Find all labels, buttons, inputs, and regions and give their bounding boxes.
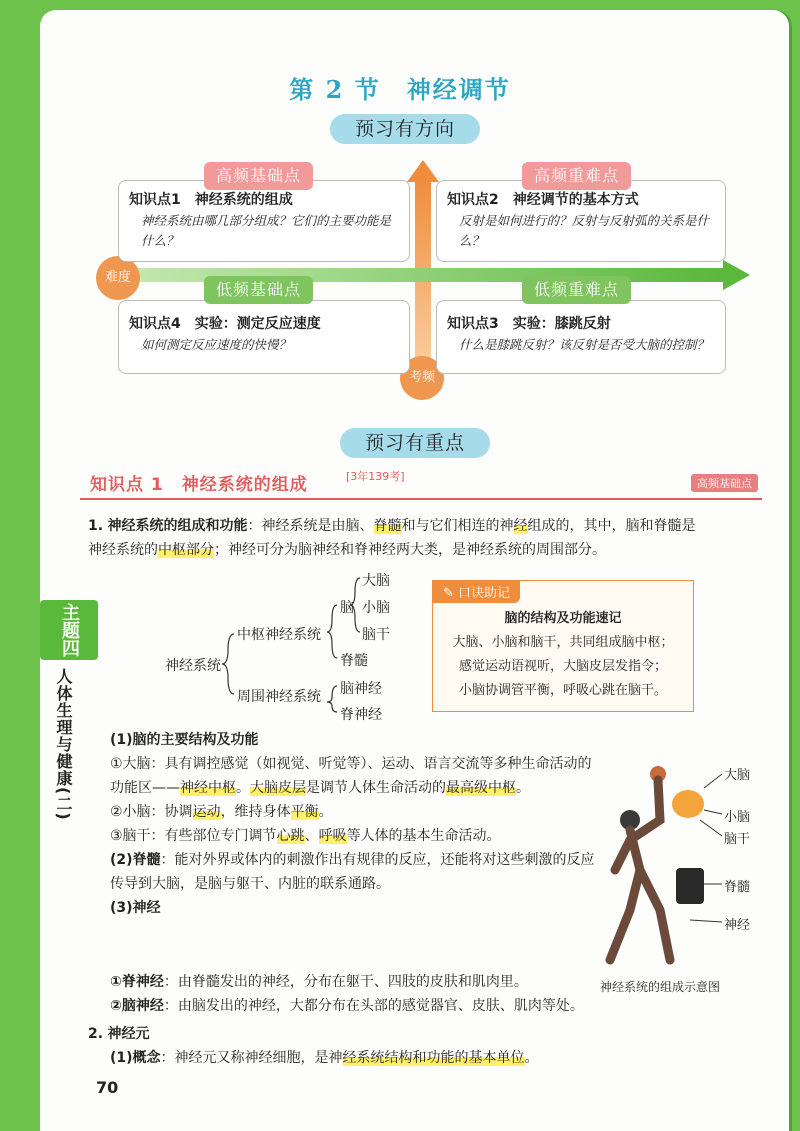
h1: (1)脑的主要结构及功能 (110, 732, 259, 748)
kp-title: 知识点3 实验：膝跳反射 (447, 316, 611, 332)
highlight: 经系统结构和功能的基本单位 (342, 1050, 525, 1066)
tree-cerebellum: 小脑 (362, 600, 390, 616)
kp-desc: 反射是如何进行的？反射与反射弧的关系是什么？ (459, 213, 710, 248)
tree-peripheral: 周围神经系统 (237, 689, 321, 705)
figure-label: 小脑 (724, 810, 751, 825)
para-heading: 神经元 (107, 1026, 150, 1042)
mnemonic-box (432, 580, 694, 712)
highlight: 大脑皮层 (250, 780, 306, 796)
text: ①大脑：具有调控感觉（如视觉、听觉等）、运动、语言交流等多种生命活动的功能区—— (110, 756, 592, 796)
text: ③脑干：有些部位专门调节 (110, 828, 277, 844)
kp-title: 知识点2 神经调节的基本方式 (447, 192, 639, 208)
figure-label: 神经 (724, 918, 751, 933)
h3: (3)神经 (110, 900, 161, 916)
spinal-cord (110, 848, 598, 896)
figure-label: 脑干 (724, 832, 751, 847)
highlight: 中枢部分 (158, 542, 214, 558)
text: ②小脑：协调 (110, 804, 193, 820)
brain-brainstem (110, 824, 598, 848)
tree-root: 神经系统 (165, 658, 221, 674)
para-num: 1. (88, 518, 104, 534)
kp-title: 知识点1 神经系统的组成 (129, 192, 293, 208)
text: 。 (516, 780, 530, 796)
para-heading: 神经系统的组成和功能 (107, 518, 248, 534)
highlight: 心跳 (276, 828, 305, 844)
text: 等人体的基本生命活动。 (346, 828, 501, 844)
spinal-nerve (110, 970, 630, 994)
kp-desc: 什么是膝跳反射？该反射是否受大脑的控制？ (459, 337, 710, 352)
tree-spinal: 脊髓 (340, 653, 368, 669)
kp-desc: 如何测定反应速度的快慢？ (141, 337, 292, 352)
axis-frequency-label: 考频 (400, 356, 444, 400)
neuron-section (88, 1022, 688, 1070)
figure-label: 大脑 (724, 768, 751, 783)
highlight: 神经中枢 (180, 780, 236, 796)
figure-caption: 神经系统的组成示意图 (600, 980, 721, 994)
mnemonic-tag-label: 口诀助记 (458, 586, 511, 601)
text: 。 (524, 1050, 539, 1066)
tree-central: 中枢神经系统 (237, 627, 321, 643)
text: ；神经可分为脑神经和脊神经两大类，是神经系统的周围部分。 (214, 542, 606, 558)
section-label: 知识点 1 神经系统的组成 (90, 475, 308, 495)
text: 和与它们相连的神 (401, 518, 514, 534)
label: (1)概念 (110, 1050, 161, 1066)
section-badge: 高频基础点 (691, 474, 758, 492)
side-text: 人体生理与健康(二) (54, 668, 73, 821)
tree-cerebrum: 大脑 (362, 573, 390, 589)
kp-tag: 低频基础点 (204, 276, 313, 304)
highlight: 经 (513, 518, 528, 534)
cranial-nerve (110, 994, 630, 1018)
mnemonic-line: 感觉运动语视听，大脑皮层发指令； (458, 659, 667, 674)
nerves-section (110, 970, 630, 1018)
body-illustration (600, 760, 770, 970)
text: ：神经系统是由脑、 (247, 518, 374, 534)
mnemonic-tag: ✎ 口诀助记 (433, 580, 520, 603)
figure-label: 脊髓 (724, 880, 751, 895)
highlight: 最高级中枢 (446, 780, 516, 796)
text: ，维持身体 (220, 804, 291, 820)
page-title: 第 2 节 神经调节 (289, 75, 511, 104)
highlight: 平衡 (290, 804, 319, 820)
text: 组成的，其中，脑和脊髓是神经系统的 (88, 518, 696, 558)
key-banner: 预习有重点 (340, 428, 490, 458)
brain-cerebellum (110, 800, 598, 824)
kp-title: 知识点4 实验：测定反应速度 (129, 316, 321, 332)
label: ①脊神经 (110, 974, 164, 990)
highlight: 脊髓 (373, 518, 402, 534)
text: ：由脊髓发出的神经，分布在躯干、四肢的皮肤和肌肉里。 (163, 974, 528, 990)
kp-desc: 神经系统由哪几部分组成？它们的主要功能是什么？ (141, 213, 392, 248)
text: 、 (304, 828, 319, 844)
kp-tag: 高频重难点 (522, 162, 631, 190)
text: 。 (318, 804, 333, 820)
mnemonic-line: 小脑协调管平衡，呼吸心跳在脑干。 (458, 683, 667, 698)
label: ②脑神经 (110, 998, 164, 1014)
nervous-system-figure (600, 760, 770, 994)
tree-spinal-nerve: 脊神经 (340, 707, 382, 723)
tree-brain: 脑 (340, 600, 354, 616)
section-sub: [3年139考] (346, 470, 405, 483)
mnemonic-heading: 脑的结构及功能速记 (504, 611, 622, 626)
tree-brainstem: 脑干 (362, 627, 390, 643)
text: ：神经元又称神经细胞，是神 (160, 1050, 343, 1066)
side-tab: 主题四 (40, 600, 98, 660)
axis-difficulty-label: 难度 (96, 256, 140, 300)
text: ：能对外界或体内的刺激作出有规律的反应，还能将对这些刺激的反应传导到大脑，是脑与躯干、内脏的联系通路。 (110, 852, 595, 892)
kp-tag: 高频基础点 (204, 162, 313, 190)
highlight: 呼吸 (318, 828, 347, 844)
text: ：由脑发出的神经，大都分布在头部的感觉器官、皮肤、肌肉等处。 (163, 998, 584, 1014)
h2: (2)脊髓 (110, 852, 161, 868)
neuron-concept (110, 1046, 688, 1070)
para-num: 2. (88, 1026, 104, 1042)
text: 。 (236, 780, 250, 796)
tree-cranial: 脑神经 (340, 681, 382, 697)
text: 是调节人体生命活动的 (306, 780, 446, 796)
kp-tag: 低频重难点 (522, 276, 631, 304)
page-number: 70 (96, 1078, 119, 1097)
highlight: 运动 (192, 804, 221, 820)
brain-cerebrum (110, 752, 598, 800)
brain-section (110, 728, 598, 920)
mnemonic-line: 大脑、小脑和脑干，共同组成脑中枢； (452, 635, 674, 650)
preview-banner: 预习有方向 (330, 114, 480, 144)
